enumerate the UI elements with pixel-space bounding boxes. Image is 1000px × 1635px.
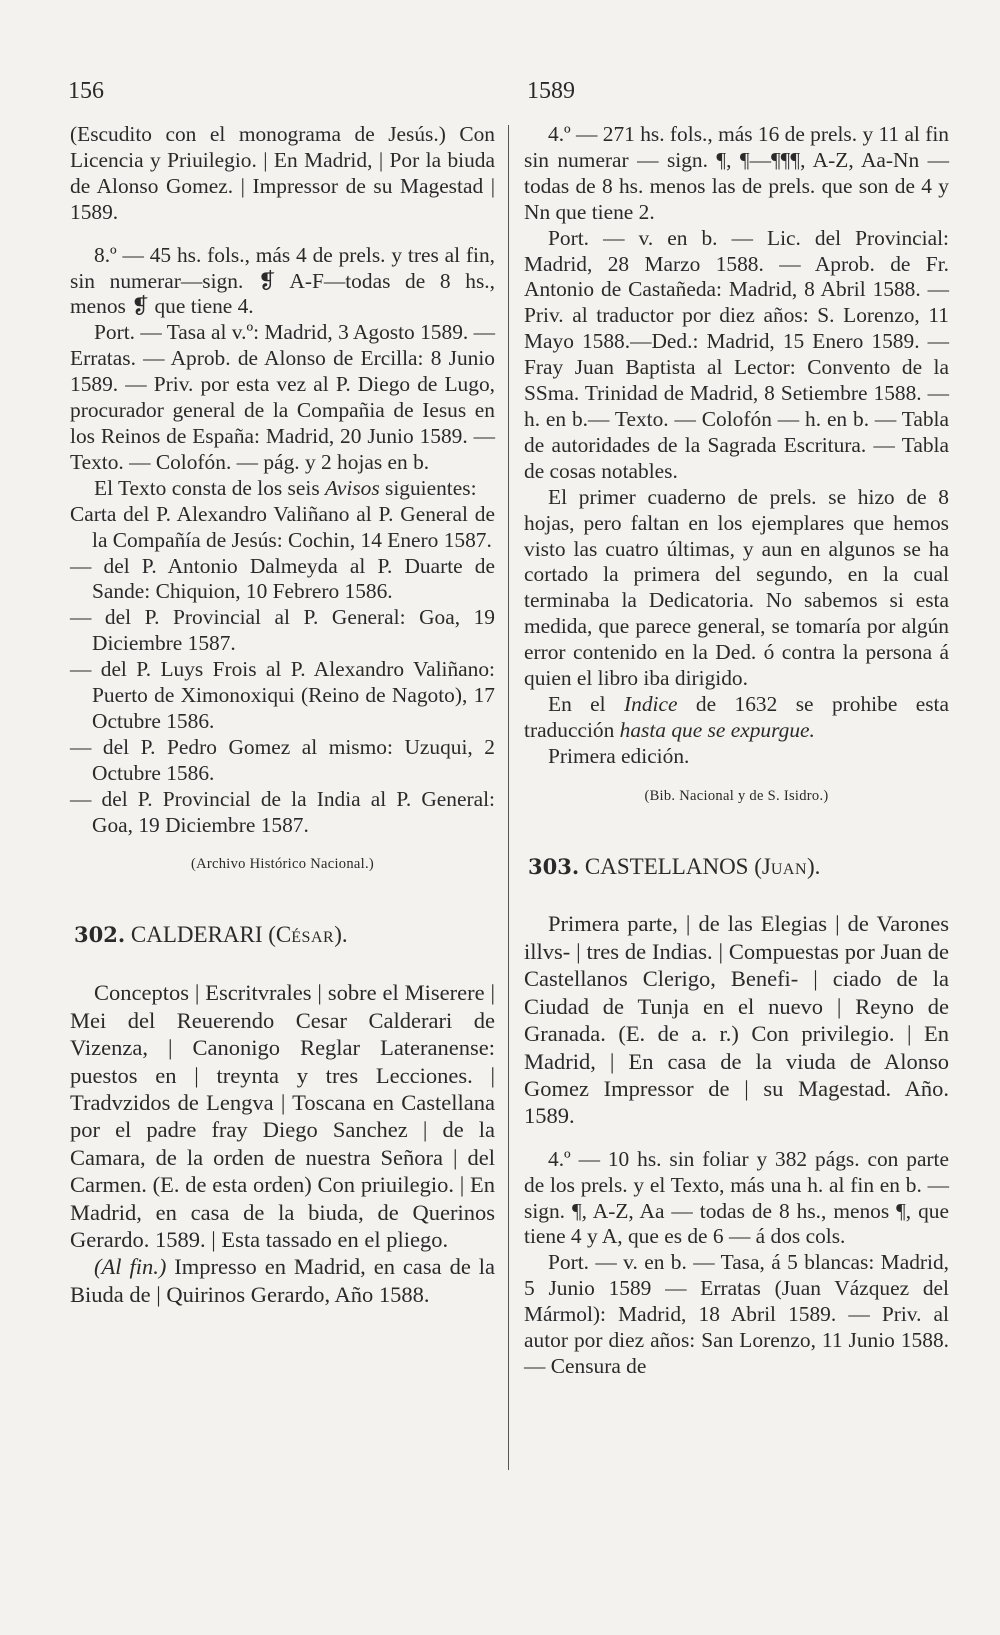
left-aviso-4: — del P. Luys Frois al P. Alexandro Valiñano: Puerto de Ximonoxiqui (Reino de Nagoto), 17 Octubre 1586. xyxy=(70,657,495,733)
left-aviso-5: — del P. Pedro Gomez al mismo: Uzuqui, 2 Octubre 1586. xyxy=(70,734,495,785)
left-contents: Port. — Tasa al v.º: Madrid, 3 Agosto 1589. — Erratas. — Aprob. de Alonso de Ercilla: 8 Junio 1589. — Priv. por esta vez al P. Diego de Lugo, procurador general de la Compañia de Iesus en los Reinos de España: Madrid, 20 Junio 1589. — Texto. — Colofón. — pág. y 2 hojas en b. xyxy=(70,320,495,474)
left-column xyxy=(70,122,495,1308)
right-source-note: (Bib. Nacional y de S. Isidro.) xyxy=(644,787,829,804)
left-source-note: (Archivo Histórico Nacional.) xyxy=(190,856,375,873)
left-aviso-1: Carta del P. Alexandro Valiñano al P. General de la Compañía de Jesús: Cochin, 14 Enero 1587. xyxy=(70,501,495,552)
entry-303-author: CASTELLANOS (JUAN). xyxy=(584,853,821,879)
entry-302-colophon: (Al fin.) Impresso en Madrid, en casa de la Biuda de | Quirinos Gerardo, Año 1588. xyxy=(70,1254,495,1307)
entry-303-contents: Port. — v. en b. — Tasa, á 5 blancas: Madrid, 5 Junio 1589 — Erratas (Juan Vázquez del Mármol): Madrid, 18 Abril 1589. — Priv. al autor por diez años: San Lorenzo, 11 Junio 1588. — Censura de xyxy=(524,1250,949,1378)
left-aviso-2: — del P. Antonio Dalmeyda al P. Duarte de Sande: Chiquion, 10 Febrero 1586. xyxy=(70,553,495,604)
running-year: 1589 xyxy=(527,78,575,104)
right-note: El primer cuaderno de prels. se hizo de 8 hojas, pero faltan en los ejemplares que hemos visto las cuatro últimas, y aun en algunos se ha cortado la primera del segundo, en la cual terminaba la Dedicatoria. No sabemos si esta medida, que parece general, se tomaría por algún error contenido en la Ded. ó contra la persona á quien el libro iba dirigido. xyxy=(524,484,949,691)
right-contents: Port. — v. en b. — Lic. del Provincial: Madrid, 28 Marzo 1588. — Aprob. de Fr. Antonio de Castañeda: Madrid, 8 Abril 1588. — Priv. al traductor por diez años: S. Lorenzo, 11 Mayo 1588.—Ded.: Madrid, 15 Enero 1589. — Fray Juan Baptista al Lector: Convento de la SSma. Trinidad de Madrid, 8 Setiembre 1588. — h. en b.— Texto. — Colofón — h. en b. — Tabla de autoridades de la Sagrada Escritura. — Tabla de cosas notables. xyxy=(524,225,949,483)
left-aviso-3: — del P. Provincial al P. General: Goa, 19 Diciembre 1587. xyxy=(70,605,495,656)
page-number: 156 xyxy=(68,78,104,104)
right-column xyxy=(524,122,949,1380)
entry-303-number: 303. xyxy=(528,853,580,879)
right-indice-note: En el Indice de 1632 se prohibe esta traducción hasta que se expurgue. xyxy=(524,691,949,742)
entry-303-collation: 4.º — 10 hs. sin foliar y 382 págs. con parte de los prels. y el Texto, más una h. al fin en b. — sign. ¶, A-Z, Aa — todas de 8 hs., menos ¶, que tiene 4 y A, que es de 6 — á dos cols. xyxy=(524,1146,949,1249)
entry-303-heading xyxy=(528,854,949,883)
left-aviso-6: — del P. Provincial de la India al P. General: Goa, 19 Diciembre 1587. xyxy=(70,786,495,837)
entry-303-title-page: Primera parte, | de las Elegias | de Varones illvs- | tres de Indias. | Compuestas por Juan de Castellanos Clerigo, Benefi- | ciado de la Ciudad de Tunja en el nuevo | Reyno de Granada. (E. de a. r.) Con privilegio. | En Madrid, | En casa de la viuda de Alonso Gomez Impressor de | su Magestad. Año. 1589. xyxy=(524,911,949,1129)
left-avisos-intro: El Texto consta de los seis Avisos siguientes: xyxy=(94,475,477,500)
entry-302-author: CALDERARI (CÉSAR). xyxy=(130,922,348,948)
column-divider xyxy=(508,125,509,1470)
right-first-edition: Primera edición. xyxy=(548,743,690,768)
left-collation: 8.º — 45 hs. fols., más 4 de prels. y tres al fin, sin numerar—sign. ❡ A-F—todas de 8 hs., menos ❡ que tiene 4. xyxy=(70,242,495,319)
entry-302-heading xyxy=(74,922,495,951)
right-collation: 4.º — 271 hs. fols., más 16 de prels. y 11 al fin sin numerar — sign. ¶, ¶—¶¶¶, A-Z, Aa-Nn — todas de 8 hs. menos las de prels. que son de 4 y Nn que tiene 2. xyxy=(524,122,949,224)
left-colophon-text: (Escudito con el monograma de Jesús.) Con Licencia y Priuilegio. | En Madrid, | Por la biuda de Alonso Gomez. | Impressor de su Magestad | 1589. xyxy=(70,122,495,224)
running-header xyxy=(68,78,948,108)
entry-302-title-page: Conceptos | Escritvrales | sobre el Miserere | Mei del Reuerendo Cesar Calderari de Vizenza, | Canonigo Reglar Lateranense: puestos en | treynta y tres Lecciones. | Tradvzidos de Lengva | Toscana en Castellana por el padre fray Diego Sanchez | de la Camara, de la orden de nuestra Señora | del Carmen. (E. de esta orden) Con priuilegio. | En Madrid, en casa de la biuda, de Querinos Gerardo. 1589. | Esta tassado en el pliego. xyxy=(70,980,495,1252)
entry-302-number: 302. xyxy=(74,922,126,948)
